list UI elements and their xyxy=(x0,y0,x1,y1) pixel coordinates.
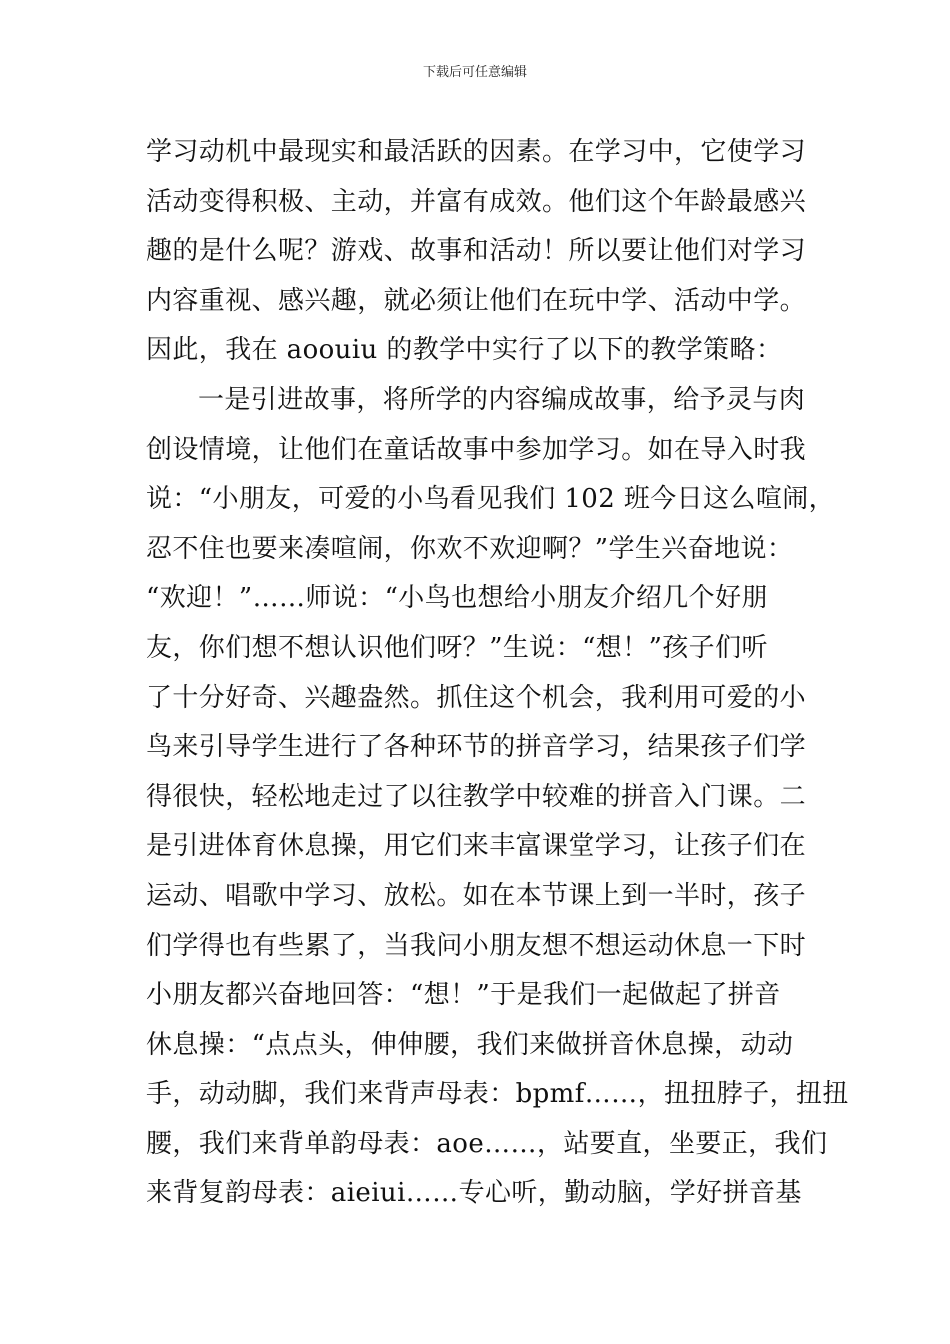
paragraph-line: 们学得也有些累了，当我问小朋友想不想运动休息一下时 xyxy=(146,930,807,961)
paragraph-line: 说：“小朋友，可爱的小鸟看见我们 102 班今日这么喧闹， xyxy=(146,484,836,515)
paragraph-line: 忍不住也要来凑喧闹，你欢不欢迎啊？”学生兴奋地说： xyxy=(146,533,794,564)
paragraph-line: 学习动机中最现实和最活跃的因素。在学习中，它使学习 xyxy=(146,137,807,167)
paragraph-line: 活动变得积极、主动，并富有成效。他们这个年龄最感兴 xyxy=(146,186,807,217)
paragraph-line: 手，动动脚，我们来背声母表：bpmf……，扭扭脖子，扭扭 xyxy=(146,1079,849,1110)
paragraph-line: 腰，我们来背单韵母表：aoe……，站要直，坐要正，我们 xyxy=(146,1128,828,1159)
paragraph-line: 创设情境，让他们在童话故事中参加学习。如在导入时我 xyxy=(146,434,807,465)
paragraph-line: 来背复韵母表：aieiui……专心听，勤动脑，学好拼音基 xyxy=(146,1178,802,1209)
paragraph-line: 趣的是什么呢？游戏、故事和活动！所以要让他们对学习 xyxy=(146,236,807,267)
page-header-note: 下载后可任意编辑 xyxy=(422,65,527,80)
paragraph-line-indented: 一是引进故事，将所学的内容编成故事，给予灵与肉 xyxy=(198,384,806,415)
document-body xyxy=(146,132,849,1223)
paragraph-line: 鸟来引导学生进行了各种环节的拼音学习，结果孩子们学 xyxy=(146,732,807,763)
paragraph-line: 内容重视、感兴趣，就必须让他们在玩中学、活动中学。 xyxy=(146,285,807,316)
paragraph-line: 因此，我在 aoouiu 的教学中实行了以下的教学策略： xyxy=(146,335,783,366)
paragraph-line: 休息操：“点点头，伸伸腰，我们来做拼音休息操，动动 xyxy=(146,1029,794,1060)
paragraph-line: 运动、唱歌中学习、放松。如在本节课上到一半时，孩子 xyxy=(146,880,807,911)
paragraph-line: 小朋友都兴奋地回答：“想！”于是我们一起做起了拼音 xyxy=(146,980,781,1011)
paragraph-line: 是引进体育休息操，用它们来丰富课堂学习，让孩子们在 xyxy=(146,831,807,862)
paragraph-line: “欢迎！”……师说：“小鸟也想给小朋友介绍几个好朋 xyxy=(146,583,768,614)
paragraph-line: 友，你们想不想认识他们呀？”生说：“想！”孩子们听 xyxy=(146,632,768,663)
paragraph-line: 得很快，轻松地走过了以往教学中较难的拼音入门课。二 xyxy=(146,781,807,812)
paragraph-line: 了十分好奇、兴趣盎然。抓住这个机会，我利用可爱的小 xyxy=(146,682,807,713)
